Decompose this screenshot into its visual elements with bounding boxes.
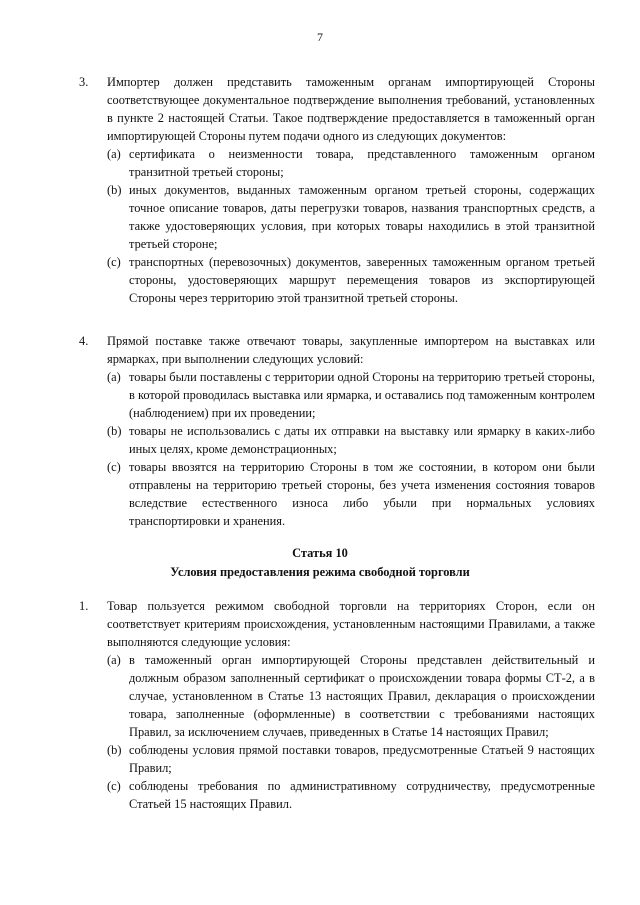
list-item-letter: (b) — [107, 424, 122, 438]
list-item — [0, 777, 640, 813]
list-item-text: товары были поставлены с территории одной Стороны на территорию третьей стороны, в которой проводилась выставка или ярмарка, и оставались под таможенным контролем (наблюдением) при их проведении; — [129, 370, 595, 420]
list-item-text: иных документов, выданных таможенным органом третьей стороны, содержащих точное описание товаров, даты перегрузки товаров, названия транспортных средств, а также удостоверяющих условия, при которых товары находились в этой транзитной третьей стороне; — [129, 183, 595, 251]
list-item-letter: (a) — [107, 653, 121, 667]
clause-text: Прямой поставке также отвечают товары, закупленные импортером на выставках или ярмарках, при выполнении следующих условий: — [107, 334, 595, 366]
list-item-letter: (a) — [107, 370, 121, 384]
list-item-text: товары не использовались с даты их отправки на выставку или ярмарку в каких-либо иных целях, кроме демонстрационных; — [129, 424, 595, 456]
clause-number: 1. — [79, 599, 89, 613]
list-item — [0, 651, 640, 741]
list-item — [0, 181, 640, 253]
list-item-text: сертификата о неизменности товара, представленного таможенным органом транзитной третьей стороны; — [129, 147, 595, 179]
list-item — [0, 741, 640, 777]
list-item-letter: (c) — [107, 779, 121, 793]
list-item-letter: (b) — [107, 183, 122, 197]
list-item — [0, 458, 640, 530]
clause-number: 4. — [79, 334, 89, 348]
list-item-letter: (c) — [107, 255, 121, 269]
list-item — [0, 145, 640, 181]
clause-number: 3. — [79, 75, 89, 89]
list-item-letter: (b) — [107, 743, 122, 757]
list-item-text: соблюдены условия прямой поставки товаров, предусмотренные Статьей 9 настоящих Правил; — [129, 743, 595, 775]
list-item — [0, 253, 640, 307]
list-item-text: в таможенный орган импортирующей Стороны представлен действительный и должным образом заполненный сертификат о происхождении товара формы СТ-2, а в случае, установленном в Статье 13 настоящих Правил, декларация о происхождении товара, заполненные (оформленные) в соответствии с требованиями настоящих Правил, за исключением случаев, приведенных в Статье 14 настоящих Правил; — [129, 653, 595, 739]
clause-1 — [0, 597, 640, 813]
list-item-text: соблюдены требования по административному сотрудничеству, предусмотренные Статьей 15 настоящих Правил. — [129, 779, 595, 811]
list-item — [0, 422, 640, 458]
list-item-letter: (c) — [107, 460, 121, 474]
list-item — [0, 368, 640, 422]
clause-text: Импортер должен представить таможенным органам импортирующей Стороны соответствующее документальное подтверждение выполнения требований, установленных в пункте 2 настоящей Статьи. Такое подтверждение предоставляется в таможенный орган импортирующей Стороны путем подачи одного из следующих документов: — [107, 75, 595, 143]
page-number: 7 — [317, 30, 323, 44]
article-subtitle: Условия предоставления режима свободной торговли — [170, 565, 470, 579]
clause-3 — [0, 73, 640, 307]
list-item-text: транспортных (перевозочных) документов, заверенных таможенным органом третьей стороны, удостоверяющих маршрут перемещения товаров из экспортирующей Стороны через территорию этой транзитной третьей стороны. — [129, 255, 595, 305]
list-item-letter: (a) — [107, 147, 121, 161]
clause-4 — [0, 332, 640, 530]
list-item-text: товары ввозятся на территорию Стороны в том же состоянии, в котором они были отправлены на территорию третьей стороны, без учета изменения состояния товаров вследствие естественного износа либо убыли при нормальных условиях транспортировки и хранения. — [129, 460, 595, 528]
article-title: Статья 10 — [292, 546, 348, 560]
clause-text: Товар пользуется режимом свободной торговли на территориях Сторон, если он соответствует критериям происхождения, установленным настоящими Правилами, а также выполняются следующие условия: — [107, 599, 595, 649]
